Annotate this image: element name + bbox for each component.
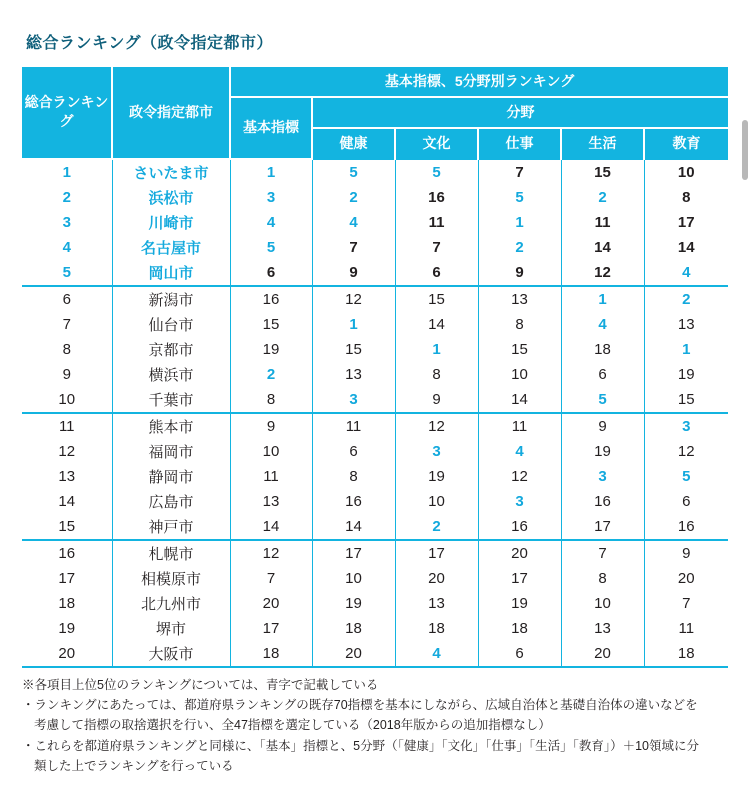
cell-city: 北九州市: [112, 591, 230, 616]
table-row: [22, 616, 728, 641]
table-row: [22, 489, 728, 514]
header-group-indicators: 基本指標、5分野別ランキング: [230, 67, 728, 97]
cell-health: 19: [312, 591, 395, 616]
cell-city: 京都市: [112, 337, 230, 362]
cell-city: 神戸市: [112, 514, 230, 540]
cell-education: 17: [677, 213, 695, 231]
cell-health: 10: [312, 566, 395, 591]
cell-culture: 17: [395, 540, 478, 566]
cell-basic: 6: [230, 260, 312, 286]
cell-culture: 18: [395, 616, 478, 641]
cell-culture: 1: [395, 337, 478, 362]
cell-work: 12: [478, 464, 561, 489]
cell-education: 7: [682, 594, 691, 612]
cell-rank: 14: [22, 489, 112, 514]
cell-rank: 19: [22, 616, 112, 641]
cell-life: 4: [561, 312, 644, 337]
cell-culture: 19: [395, 464, 478, 489]
cell-city: 浜松市: [112, 185, 230, 210]
footnotes: [22, 676, 728, 777]
cell-basic: 20: [230, 591, 312, 616]
cell-education: 20: [677, 569, 695, 587]
cell-work: 13: [478, 286, 561, 312]
cell-work: 18: [478, 616, 561, 641]
cell-life: 6: [561, 362, 644, 387]
cell-education: 3: [682, 417, 691, 435]
cell-work: 11: [478, 413, 561, 439]
cell-city: 堺市: [112, 616, 230, 641]
cell-work: 20: [478, 540, 561, 566]
cell-life: 20: [561, 641, 644, 667]
cell-health: 12: [312, 286, 395, 312]
cell-education: 8: [682, 188, 691, 206]
cell-health: 7: [312, 235, 395, 260]
cell-education: 16: [644, 514, 728, 540]
table-row: [22, 566, 728, 591]
cell-culture: 5: [395, 159, 478, 185]
cell-health: 9: [312, 260, 395, 286]
footnote-3: ・これらを都道府県ランキングと同様に、「基本」指標と、5分野（「健康」「文化」「仕事」「生活」「教育」）＋10領域に分: [22, 738, 699, 753]
cell-work: 1: [478, 210, 561, 235]
cell-health: 20: [312, 641, 395, 667]
cell-education: 9: [682, 544, 691, 562]
cell-life: 18: [561, 337, 644, 362]
cell-basic: 1: [230, 159, 312, 185]
cell-work: 7: [478, 159, 561, 185]
table-row: [22, 185, 728, 210]
table-header: [22, 67, 728, 159]
cell-work: 5: [478, 185, 561, 210]
cell-basic: 7: [230, 566, 312, 591]
header-field-education: 教育: [644, 128, 728, 159]
header-field-culture: 文化: [395, 128, 478, 159]
header-group-fields: 分野: [312, 97, 728, 128]
cell-basic: 9: [230, 413, 312, 439]
cell-rank: 11: [22, 413, 112, 439]
footnote-1: ・ランキングにあたっては、都道府県ランキングの既存70指標を基本にしながら、広域自治体と基礎自治体の違いなどを: [22, 698, 698, 713]
cell-city: 大阪市: [112, 641, 230, 667]
cell-city: 岡山市: [112, 260, 230, 286]
cell-rank: 9: [22, 362, 112, 387]
cell-rank: 20: [22, 641, 112, 667]
table-row: [22, 540, 728, 566]
table-row: [22, 362, 728, 387]
cell-life: 8: [561, 566, 644, 591]
cell-basic: 2: [230, 362, 312, 387]
cell-city: 仙台市: [112, 312, 230, 337]
cell-culture: 11: [395, 210, 478, 235]
cell-work: 17: [478, 566, 561, 591]
cell-city: 名古屋市: [112, 235, 230, 260]
cell-education: 2: [682, 290, 691, 308]
cell-basic: 3: [230, 185, 312, 210]
cell-education: 19: [677, 365, 695, 383]
cell-health: 4: [312, 210, 395, 235]
cell-basic: 16: [230, 286, 312, 312]
header-field-life: 生活: [561, 128, 644, 159]
table-row: [22, 387, 728, 413]
cell-culture: 9: [395, 387, 478, 413]
cell-health: 16: [312, 489, 395, 514]
cell-basic: 17: [230, 616, 312, 641]
cell-rank: 15: [22, 514, 112, 540]
cell-life: 7: [561, 540, 644, 566]
cell-work: 9: [478, 260, 561, 286]
cell-education: 10: [644, 159, 728, 185]
cell-basic: 14: [230, 514, 312, 540]
cell-culture: 2: [395, 514, 478, 540]
cell-culture: 15: [395, 286, 478, 312]
cell-education: 13: [677, 315, 695, 333]
cell-culture: 3: [395, 439, 478, 464]
cell-rank: 6: [22, 286, 112, 312]
cell-culture: 7: [395, 235, 478, 260]
cell-rank: 10: [22, 387, 112, 413]
cell-life: 1: [561, 286, 644, 312]
cell-culture: 4: [395, 641, 478, 667]
cell-health: 11: [312, 413, 395, 439]
cell-life: 2: [561, 185, 644, 210]
cell-city: 千葉市: [112, 387, 230, 413]
table-row: [22, 286, 728, 312]
table-row: [22, 312, 728, 337]
cell-life: 14: [561, 235, 644, 260]
cell-work: 16: [478, 514, 561, 540]
cell-rank: 3: [22, 210, 112, 235]
table-row: [22, 260, 728, 286]
cell-life: 19: [561, 439, 644, 464]
table-body: [22, 159, 728, 667]
cell-work: 10: [478, 362, 561, 387]
cell-life: 12: [561, 260, 644, 286]
cell-health: 17: [312, 540, 395, 566]
cell-education: 14: [677, 238, 695, 256]
table-row: [22, 337, 728, 362]
header-field-work: 仕事: [478, 128, 561, 159]
table-row: [22, 210, 728, 235]
cell-city: 川崎市: [112, 210, 230, 235]
cell-basic: 18: [230, 641, 312, 667]
cell-rank: 4: [22, 235, 112, 260]
footnote-0: ※各項目上位5位のランキングについては、青字で記載している: [22, 677, 379, 692]
cell-life: 5: [561, 387, 644, 413]
page-title: 総合ランキング（政令指定都市）: [26, 35, 274, 52]
cell-city: さいたま市: [112, 159, 230, 185]
cell-rank: 12: [22, 439, 112, 464]
cell-basic: 12: [230, 540, 312, 566]
cell-rank: 2: [22, 185, 112, 210]
cell-rank: 7: [22, 312, 112, 337]
scrollbar-thumb[interactable]: [742, 120, 748, 180]
cell-health: 6: [312, 439, 395, 464]
cell-life: 13: [561, 616, 644, 641]
cell-health: 5: [312, 159, 395, 185]
cell-culture: 14: [395, 312, 478, 337]
cell-city: 静岡市: [112, 464, 230, 489]
cell-life: 11: [561, 210, 644, 235]
cell-education: 11: [678, 619, 695, 637]
cell-life: 17: [561, 514, 644, 540]
table-row: [22, 235, 728, 260]
cell-education: 6: [682, 492, 691, 510]
cell-education: 18: [644, 641, 728, 667]
cell-basic: 11: [230, 464, 312, 489]
ranking-table: [22, 67, 728, 668]
cell-city: 相模原市: [112, 566, 230, 591]
cell-life: 9: [561, 413, 644, 439]
cell-education: 15: [644, 387, 728, 413]
cell-rank: 16: [22, 540, 112, 566]
footnote-2: 考慮して指標の取捨選択を行い、全47指標を選定している（2018年版からの追加指標なし）: [34, 718, 551, 733]
cell-education: 5: [682, 467, 691, 485]
cell-city: 熊本市: [112, 413, 230, 439]
cell-culture: 10: [395, 489, 478, 514]
cell-health: 14: [312, 514, 395, 540]
header-total-rank: 総合ランキング: [22, 67, 112, 159]
cell-health: 2: [312, 185, 395, 210]
cell-work: 15: [478, 337, 561, 362]
cell-culture: 12: [395, 413, 478, 439]
table-row: [22, 514, 728, 540]
cell-culture: 6: [395, 260, 478, 286]
cell-rank: 13: [22, 464, 112, 489]
table-row: [22, 591, 728, 616]
cell-rank: 1: [22, 159, 112, 185]
cell-health: 3: [312, 387, 395, 413]
cell-culture: 8: [395, 362, 478, 387]
cell-life: 10: [561, 591, 644, 616]
cell-life: 15: [561, 159, 644, 185]
cell-work: 6: [478, 641, 561, 667]
cell-health: 13: [312, 362, 395, 387]
cell-basic: 10: [230, 439, 312, 464]
cell-health: 8: [312, 464, 395, 489]
header-city: 政令指定都市: [112, 67, 230, 159]
cell-health: 15: [312, 337, 395, 362]
cell-culture: 20: [395, 566, 478, 591]
cell-basic: 13: [230, 489, 312, 514]
cell-education: 4: [644, 260, 728, 286]
cell-basic: 5: [230, 235, 312, 260]
cell-health: 18: [312, 616, 395, 641]
cell-city: 広島市: [112, 489, 230, 514]
cell-city: 新潟市: [112, 286, 230, 312]
cell-work: 3: [478, 489, 561, 514]
cell-culture: 13: [395, 591, 478, 616]
cell-life: 3: [561, 464, 644, 489]
cell-education: 1: [682, 340, 691, 358]
cell-city: 札幌市: [112, 540, 230, 566]
cell-work: 8: [478, 312, 561, 337]
table-row: [22, 641, 728, 667]
cell-work: 2: [478, 235, 561, 260]
cell-culture: 16: [395, 185, 478, 210]
cell-basic: 15: [230, 312, 312, 337]
table-row: [22, 413, 728, 439]
cell-basic: 19: [230, 337, 312, 362]
cell-rank: 18: [22, 591, 112, 616]
cell-work: 19: [478, 591, 561, 616]
cell-rank: 5: [22, 260, 112, 286]
cell-city: 福岡市: [112, 439, 230, 464]
cell-rank: 17: [22, 566, 112, 591]
footnote-4: 類した上でランキングを行っている: [34, 759, 234, 774]
header-field-health: 健康: [312, 128, 395, 159]
cell-work: 14: [478, 387, 561, 413]
cell-health: 1: [312, 312, 395, 337]
cell-rank: 8: [22, 337, 112, 362]
cell-basic: 8: [230, 387, 312, 413]
table-row: [22, 439, 728, 464]
cell-city: 横浜市: [112, 362, 230, 387]
cell-basic: 4: [230, 210, 312, 235]
header-basic-indicator: 基本指標: [230, 97, 312, 159]
cell-education: 12: [677, 442, 695, 460]
cell-work: 4: [478, 439, 561, 464]
cell-life: 16: [561, 489, 644, 514]
table-row: [22, 159, 728, 185]
table-row: [22, 464, 728, 489]
